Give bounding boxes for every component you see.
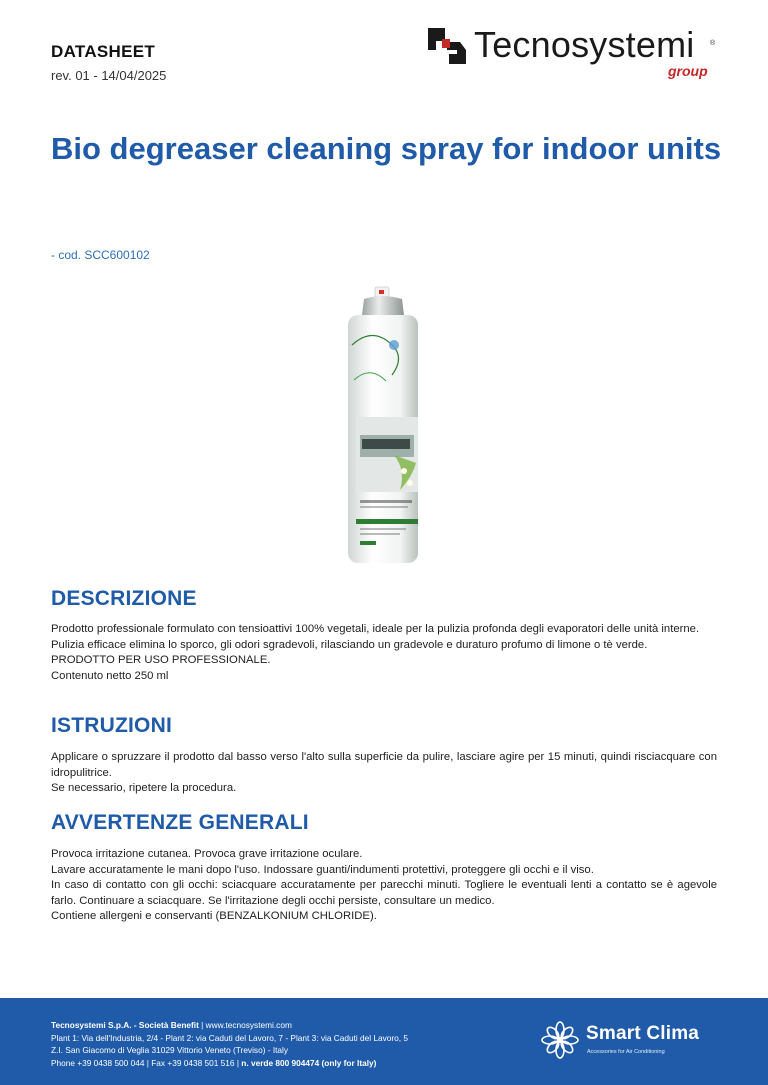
company-info xyxy=(51,1019,408,1069)
smart-clima-tagline: Accessories for Air Conditioning xyxy=(587,1049,665,1055)
logo-group-label: group xyxy=(668,63,708,79)
paragraph: Prodotto professionale formulato con tensioattivi 100% vegetali, ideale per la pulizia profonda degli evaporatori delle unità interne. xyxy=(51,623,700,635)
tecnosystemi-logo xyxy=(428,26,728,86)
smart-clima-logo xyxy=(540,1020,730,1060)
document-header xyxy=(51,42,166,83)
paragraph: Lavare accuratamente le mani dopo l'uso. Indossare guanti/indumenti protettivi, proteggere gli occhi e il viso. xyxy=(51,863,594,876)
paragraph: Provoca irritazione cutanea. Provoca grave irritazione oculare. xyxy=(51,848,363,860)
section-heading: AVVERTENZE GENERALI xyxy=(51,811,309,834)
postal-address: Z.I. San Giacomo di Veglia 31029 Vittorio Veneto (Treviso) - Italy xyxy=(51,1045,289,1056)
logo-wordmark: Tecnosystemi xyxy=(474,24,695,65)
section-heading: ISTRUZIONI xyxy=(51,714,172,737)
paragraph: Contiene allergeni e conservanti (BENZALKONIUM CHLORIDE). xyxy=(51,910,377,922)
section-istruzioni xyxy=(51,714,717,797)
smart-clima-name: Smart Clima xyxy=(586,1023,700,1044)
phone-number: Phone +39 0438 500 044 xyxy=(51,1057,145,1068)
page-footer xyxy=(0,998,768,1085)
separator: | xyxy=(146,1057,149,1068)
product-code: - cod. SCC600102 xyxy=(51,248,150,262)
tecnosystemi-logo-mark-icon xyxy=(428,28,466,64)
section-descrizione xyxy=(51,587,717,684)
section-heading: DESCRIZIONE xyxy=(51,587,197,610)
paragraph: Se necessario, ripetere la procedura. xyxy=(51,782,237,794)
plants-address: Plant 1: Via dell'Industria, 2/4 - Plant 2: via Caduti del Lavoro, 7 - Plant 3: via Caduti del Lavoro, 5 xyxy=(51,1032,409,1043)
separator: | xyxy=(236,1057,239,1068)
company-name: Tecnosystemi S.p.A. - Società Benefit xyxy=(51,1020,199,1030)
document-type: DATASHEET xyxy=(51,42,156,61)
paragraph: In caso di contatto con gli occhi: sciacquare accuratamente per parecchi minuti. Togliere le eventuali lenti a contatto se è agevole farlo. Continuare a sciacquare. Se l'irritazione degli occhi persiste, consultare un medico. xyxy=(51,879,717,907)
fax-number: Fax +39 0438 501 516 xyxy=(151,1057,235,1068)
paragraph: Contenuto netto 250 ml xyxy=(51,669,169,682)
paragraph: Applicare o spruzzare il prodotto dal basso verso l'alto sulla superficie da pulire, lasciare agire per 15 minuti, quindi risciacquare con idropulitrice. xyxy=(51,751,717,779)
toll-free-number: n. verde 800 904474 (only for Italy) xyxy=(241,1057,377,1068)
registered-mark: ® xyxy=(710,40,716,47)
paragraph: PRODOTTO PER USO PROFESSIONALE. xyxy=(51,654,271,666)
aerosol-can-image xyxy=(334,285,434,570)
section-avvertenze xyxy=(51,811,717,925)
paragraph: Pulizia efficace elimina lo sporco, gli odori sgradevoli, rilasciando un gradevole e duraturo profumo di limone o tè verde. xyxy=(51,638,648,651)
separator: | xyxy=(201,1020,204,1030)
website-link[interactable]: www.tecnosystemi.com xyxy=(205,1020,292,1030)
snowflake-flower-icon xyxy=(540,1020,580,1060)
product-title: Bio degreaser cleaning spray for indoor units xyxy=(51,131,722,166)
revision-date: rev. 01 - 14/04/2025 xyxy=(51,68,167,83)
